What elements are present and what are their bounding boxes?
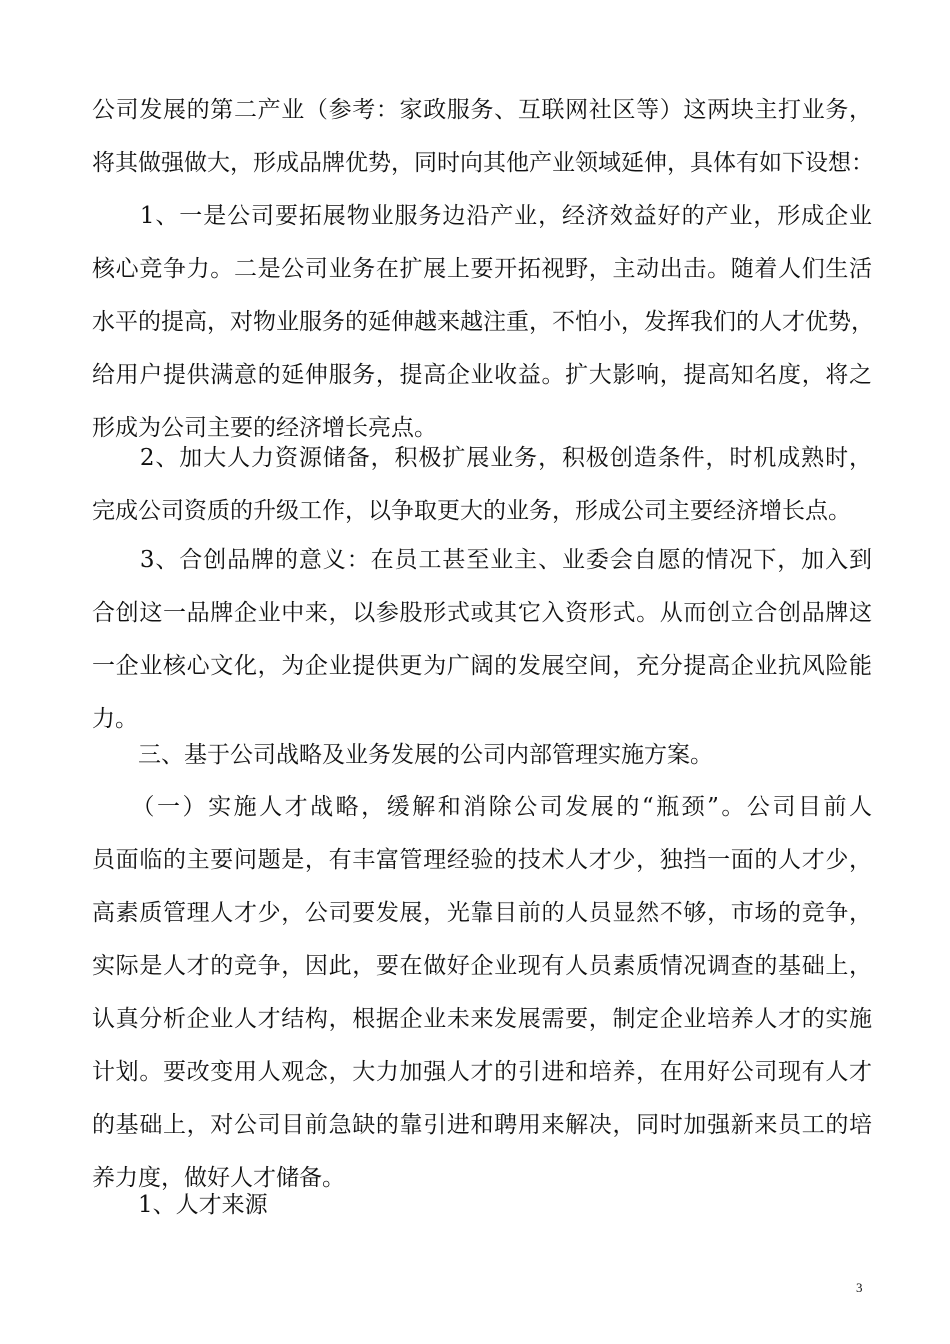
text-line: 员面临的主要问题是，有丰富管理经验的技术人才少，独挡一面的人才少， — [92, 847, 872, 873]
text-line: 实际是人才的竞争，因此，要在做好企业现有人员素质情况调查的基础上， — [92, 953, 872, 979]
text-line: 认真分析企业人才结构，根据企业未来发展需要，制定企业培养人才的实施 — [92, 1006, 872, 1032]
text-line: 将其做强做大，形成品牌优势，同时向其他产业领域延伸，具体有如下设想： — [92, 150, 874, 176]
text-line: 形成为公司主要的经济增长亮点。 — [92, 415, 437, 441]
text-line: 的基础上，对公司目前急缺的靠引进和聘用来解决，同时加强新来员工的培 — [92, 1112, 872, 1138]
subheading-talent-source — [92, 1190, 872, 1243]
text-line: 3、合创品牌的意义：在员工甚至业主、业委会自愿的情况下，加入到 — [92, 547, 872, 573]
text-line: 力。 — [92, 706, 138, 732]
text-line: 核心竞争力。二是公司业务在扩展上要开拓视野，主动出击。随着人们生活 — [92, 256, 872, 282]
text-line: 1、一是公司要拓展物业服务边沿产业，经济效益好的产业，形成企业 — [92, 203, 872, 229]
text-line: 合创这一品牌企业中来，以参股形式或其它入资形式。从而创立合创品牌这 — [92, 600, 872, 626]
paragraph-item-3 — [92, 545, 872, 757]
text-line: 计划。要改变用人观念，大力加强人才的引进和培养，在用好公司现有人才 — [92, 1059, 872, 1085]
subheading-text: 1、人才来源 — [92, 1192, 268, 1218]
text-line: 一企业核心文化，为企业提供更为广阔的发展空间，充分提高企业抗风险能 — [92, 653, 872, 679]
text-line: 2、加大人力资源储备，积极扩展业务，积极创造条件，时机成熟时， — [92, 445, 872, 471]
text-line: 高素质管理人才少，公司要发展，光靠目前的人员显然不够，市场的竞争， — [92, 900, 872, 926]
text-line: 完成公司资质的升级工作，以争取更大的业务，形成公司主要经济增长点。 — [92, 498, 851, 524]
paragraph-intro — [92, 95, 872, 201]
text-line: 公司发展的第二产业（参考：家政服务、互联网社区等）这两块主打业务， — [92, 97, 872, 123]
paragraph-item-1 — [92, 201, 872, 466]
text-line: （一）实施人才战略，缓解和消除公司发展的“瓶颈”。公司目前人 — [92, 794, 872, 820]
page-number: 3 — [856, 1280, 863, 1295]
paragraph-item-2 — [92, 443, 872, 549]
text-line: 水平的提高，对物业服务的延伸越来越注重，不怕小，发挥我们的人才优势， — [92, 309, 874, 335]
section-heading-3 — [92, 740, 872, 793]
text-line: 养力度，做好人才储备。 — [92, 1165, 345, 1191]
text-line: 给用户提供满意的延伸服务，提高企业收益。扩大影响，提高知名度，将之 — [92, 362, 872, 388]
section-heading-text: 三、基于公司战略及业务发展的公司内部管理实施方案。 — [92, 742, 713, 768]
paragraph-talent-strategy — [92, 792, 872, 1216]
